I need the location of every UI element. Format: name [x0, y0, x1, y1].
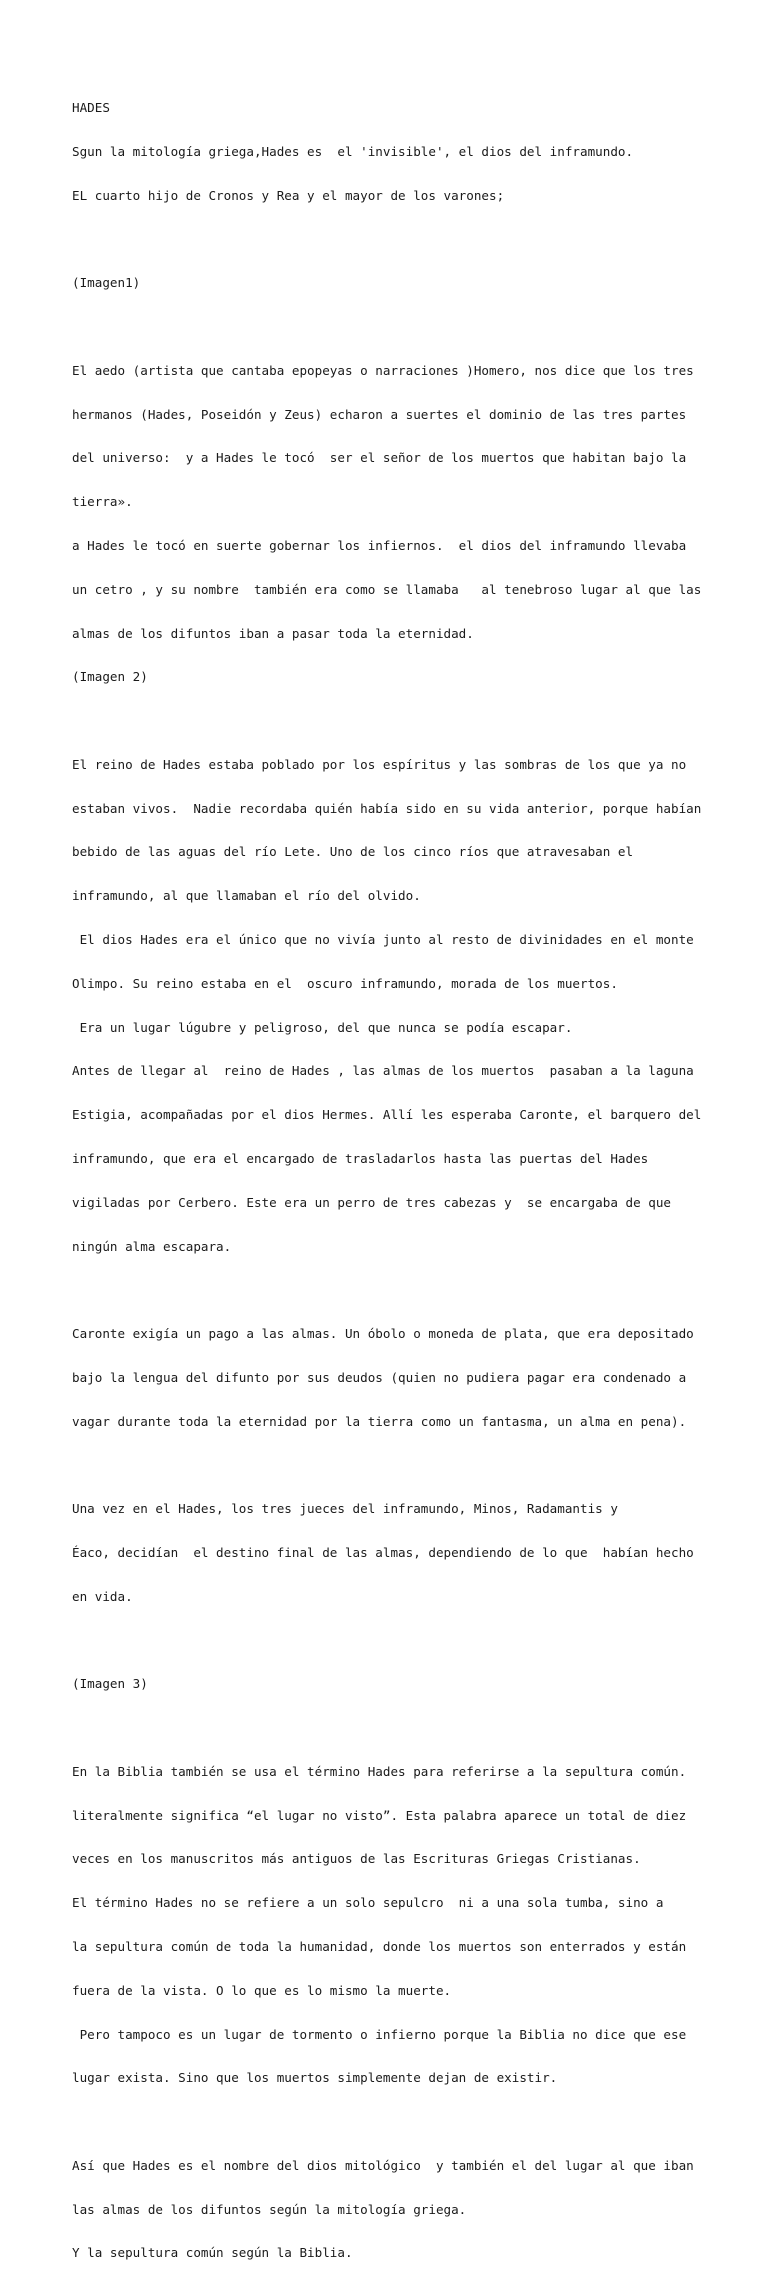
paragraph-2-line: El reino de Hades estaba poblado por los espíritus y las sombras de los que ya no	[72, 756, 687, 772]
paragraph-2-line: Antes de llegar al reino de Hades , las almas de los muertos pasaban a la laguna	[72, 1063, 694, 1079]
paragraph-3-line: Caronte exigía un pago a las almas. Un óbolo o moneda de plata, que era depositado	[72, 1326, 694, 1342]
blank-line	[72, 1458, 702, 1473]
paragraph-4-line: en vida.	[72, 1588, 133, 1604]
paragraph-6-line: las almas de los difuntos según la mitología griega.	[72, 2201, 467, 2217]
image-placeholder-3: (Imagen 3)	[72, 1676, 148, 1692]
blank-line	[72, 1721, 702, 1736]
blank-line	[72, 320, 702, 335]
image-placeholder-1: (Imagen1)	[72, 275, 141, 291]
paragraph-3-line: vagar durante toda la eternidad por la tierra como un fantasma, un alma en pena).	[72, 1413, 687, 1429]
paragraph-3-line: bajo la lengua del difunto por sus deudos (quien no pudiera pagar era condenado a	[72, 1369, 687, 1385]
paragraph-1-line: almas de los difuntos iban a pasar toda la eternidad.	[72, 625, 474, 641]
paragraph-1-line: El aedo (artista que cantaba epopeyas o narraciones )Homero, nos dice que los tres	[72, 362, 694, 378]
paragraph-5-line: la sepultura común de toda la humanidad, donde los muertos son enterrados y están	[72, 1939, 687, 1954]
blank-line	[72, 1283, 702, 1298]
paragraph-2-line: Era un lugar lúgubre y peligroso, del que nunca se podía escapar.	[72, 1019, 573, 1035]
paragraph-2-line: Olimpo. Su reino estaba en el oscuro inframundo, morada de los muertos.	[72, 975, 618, 991]
paragraph-1-line: un cetro , y su nombre también era como se llamaba al tenebroso lugar al que las	[72, 581, 702, 597]
paragraph-4-line: Éaco, decidían el destino final de las almas, dependiendo de lo que habían hecho	[72, 1544, 694, 1560]
paragraph-2-line: bebido de las aguas del río Lete. Uno de los cinco ríos que atravesaban el	[72, 844, 634, 860]
paragraph-6-line: Y la sepultura común según la Biblia.	[72, 2245, 353, 2261]
paragraph-1-line: a Hades le tocó en suerte gobernar los infiernos. el dios del inframundo llevaba	[72, 538, 687, 553]
paragraph-5-line: En la Biblia también se usa el término Hades para referirse a la sepultura común.	[72, 1763, 687, 1779]
paragraph-1-line: del universo: y a Hades le tocó ser el señor de los muertos que habitan bajo la	[72, 450, 687, 466]
paragraph-2-line: El dios Hades era el único que no vivía junto al resto de divinidades en el monte	[72, 932, 694, 948]
blank-line	[72, 1634, 702, 1649]
blank-line	[72, 714, 702, 729]
paragraph-6-line: Así que Hades es el nombre del dios mitológico y también el del lugar al que iban	[72, 2157, 694, 2173]
blank-line	[72, 233, 702, 248]
paragraph-2-line: ningún alma escapara.	[72, 1238, 232, 1254]
paragraph-5-line: lugar exista. Sino que los muertos simplemente dejan de existir.	[72, 2070, 558, 2086]
intro-line: Sgun la mitología griega,Hades es el 'invisible', el dios del inframundo.	[72, 143, 634, 159]
paragraph-4-line: Una vez en el Hades, los tres jueces del inframundo, Minos, Radamantis y	[72, 1501, 618, 1517]
paragraph-1-line: hermanos (Hades, Poseidón y Zeus) echaron a suertes el dominio de las tres partes	[72, 406, 687, 422]
paragraph-2-line: inframundo, que era el encargado de trasladarlos hasta las puertas del Hades	[72, 1150, 649, 1166]
paragraph-5-line: El término Hades no se refiere a un solo sepulcro ni a una sola tumba, sino a	[72, 1895, 664, 1911]
paragraph-2-line: Estigia, acompañadas por el dios Hermes. Allí les esperaba Caronte, el barquero del	[72, 1107, 702, 1123]
intro-line: EL cuarto hijo de Cronos y Rea y el mayor de los varones;	[72, 187, 505, 203]
paragraph-2-line: vigiladas por Cerbero. Este era un perro de tres cabezas y se encargaba de que	[72, 1194, 671, 1210]
paragraph-5-line: Pero tampoco es un lugar de tormento o infierno porque la Biblia no dice que ese	[72, 2026, 687, 2042]
document-body	[72, 72, 702, 2290]
paragraph-5-line: literalmente significa “el lugar no visto”. Esta palabra aparece un total de diez	[72, 1807, 687, 1823]
paragraph-1-line: tierra».	[72, 494, 133, 510]
paragraph-2-line: inframundo, al que llamaban el río del olvido.	[72, 888, 421, 904]
paragraph-5-line: fuera de la vista. O lo que es lo mismo la muerte.	[72, 1982, 452, 1998]
paragraph-5-line: veces en los manuscritos más antiguos de las Escrituras Griegas Cristianas.	[72, 1851, 641, 1867]
image-placeholder-2: (Imagen 2)	[72, 669, 148, 685]
blank-line	[72, 2115, 702, 2130]
document-title: HADES	[72, 100, 110, 116]
paragraph-2-line: estaban vivos. Nadie recordaba quién había sido en su vida anterior, porque habían	[72, 800, 702, 816]
